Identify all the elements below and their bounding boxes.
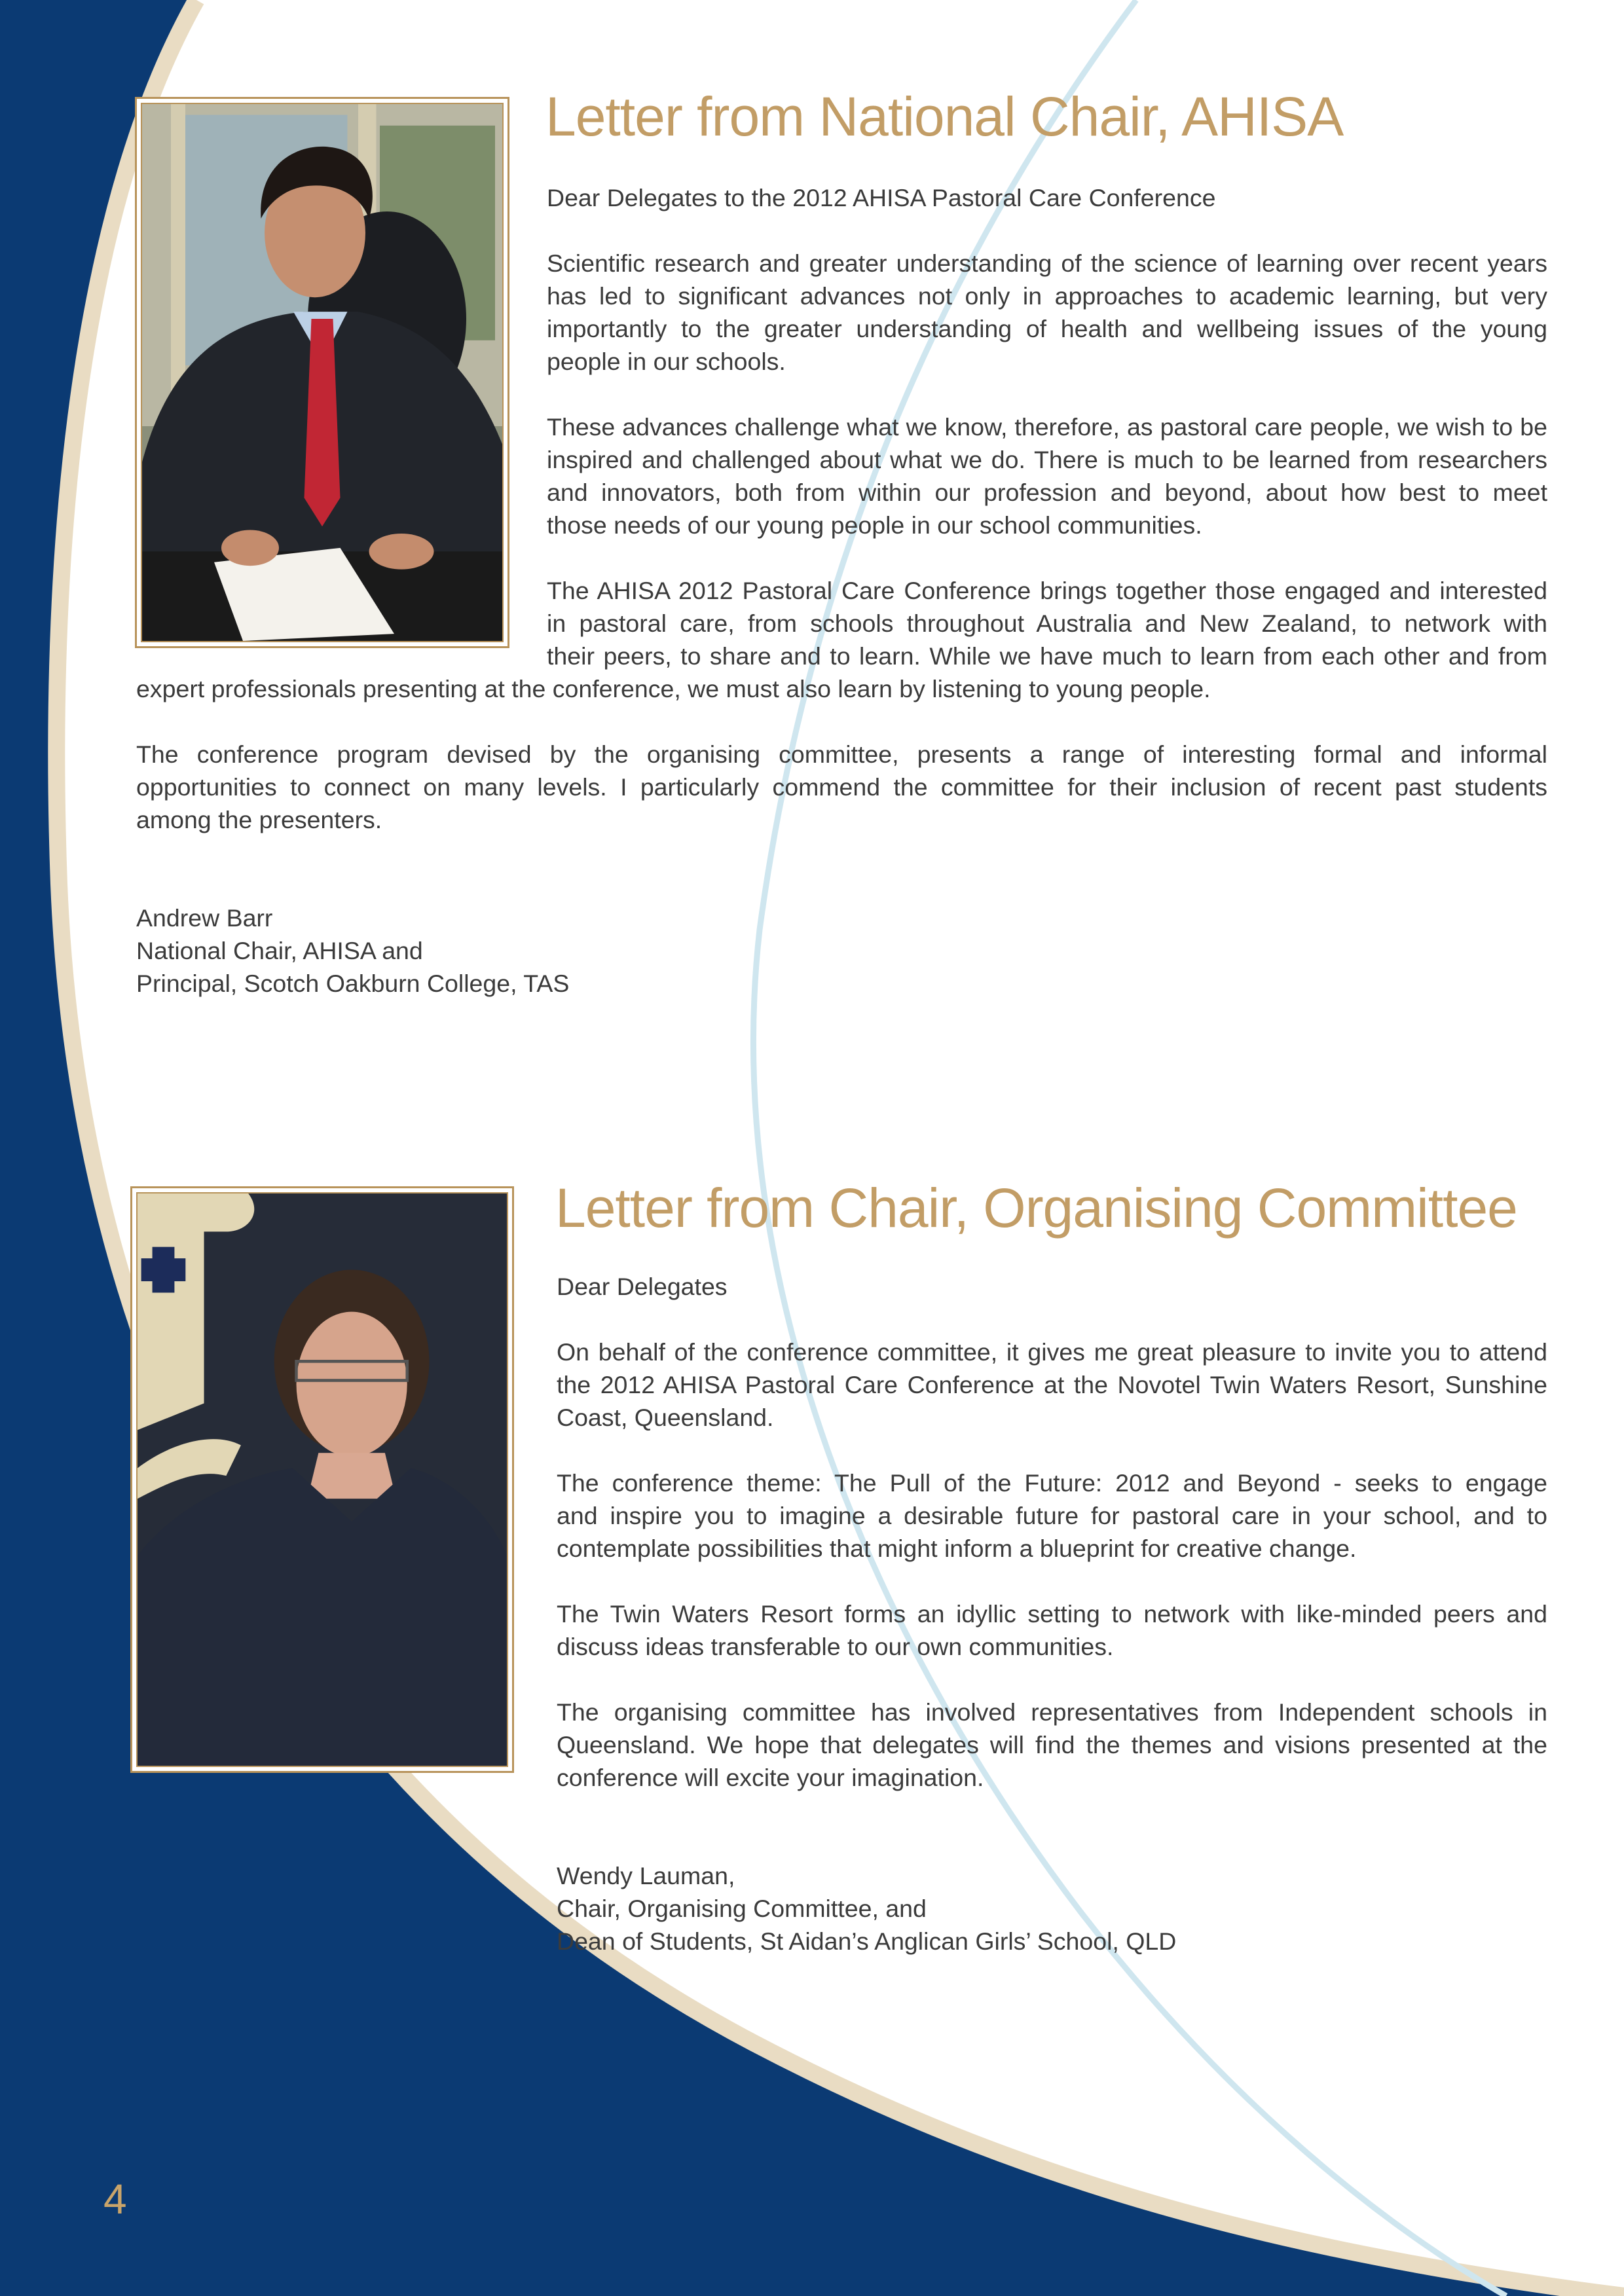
- letter2-para2-line: contemplate possibilities that might inform a blueprint for creative change.: [557, 1535, 1357, 1562]
- portrait-national-chair: [142, 104, 502, 641]
- letter1-para1-line: importantly to the greater understanding of health and wellbeing issues of the young: [547, 315, 1547, 342]
- letter1-para2-line: and innovators, both from within our profession and beyond, about how best to meet: [547, 479, 1547, 506]
- letter1-signature-school: Principal, Scotch Oakburn College, TAS: [136, 970, 570, 997]
- letter1-para2-line: These advances challenge what we know, therefore, as pastoral care people, we wish to be: [547, 413, 1547, 441]
- letter2-signature-school: Dean of Students, St Aidan’s Anglican Girls’ School, QLD: [557, 1927, 1177, 1955]
- photo-frame-national-chair: [135, 97, 509, 648]
- letter2-para2-line: The conference theme: The Pull of the Future: 2012 and Beyond - seeks to engage: [557, 1469, 1547, 1497]
- letter1-para4-line: among the presenters.: [136, 806, 382, 833]
- letter1-para1-line: people in our schools.: [547, 348, 786, 375]
- letter2-para1-line: On behalf of the conference committee, it gives me great pleasure to invite you to attend: [557, 1338, 1547, 1366]
- letter1-salutation: Dear Delegates to the 2012 AHISA Pastoral Care Conference: [547, 184, 1216, 211]
- letter1-para4-line: opportunities to connect on many levels. I particularly commend the committee for their inclusion of recent past students: [136, 773, 1547, 801]
- letter1-body: [547, 181, 1547, 672]
- letter2-para4-line: conference will excite your imagination.: [557, 1764, 984, 1791]
- letter1-signature-role: National Chair, AHISA and: [136, 937, 423, 964]
- letter2-para3-line: The Twin Waters Resort forms an idyllic setting to network with like-minded peers and: [557, 1600, 1547, 1628]
- letter2-signature-name: Wendy Lauman,: [557, 1862, 735, 1889]
- letter1-para4-line: The conference program devised by the organising committee, presents a range of interesting formal and informal: [136, 740, 1547, 768]
- letter2-para4-line: The organising committee has involved representatives from Independent schools in: [557, 1698, 1547, 1726]
- letter2-para2-line: and inspire you to imagine a desirable future for pastoral care in your school, and to: [557, 1502, 1547, 1529]
- portrait-organising-chair: [138, 1194, 507, 1766]
- letter1-para2-line: inspired and challenged about what we do. There is much to be learned from researchers: [547, 446, 1547, 473]
- letter2-para4-line: Queensland. We hope that delegates will find the themes and visions presented at the: [557, 1731, 1547, 1758]
- letter1-para1-line: Scientific research and greater understanding of the science of learning over recent years: [547, 249, 1547, 277]
- letter1-signature-name: Andrew Barr: [136, 904, 273, 932]
- letter1-para3-line: in pastoral care, from schools throughout Australia and New Zealand, to network with: [547, 610, 1547, 637]
- letter2-para1-line: the 2012 AHISA Pastoral Care Conference at the Novotel Twin Waters Resort, Sunshine: [557, 1371, 1547, 1398]
- letter2-para1-line: Coast, Queensland.: [557, 1404, 774, 1431]
- photo-frame-organising-chair: [130, 1186, 514, 1773]
- page-number: 4: [103, 2176, 127, 2223]
- letter1-para3-line: their peers, to share and to learn. While we have much to learn from each other and from: [547, 642, 1547, 670]
- letter1-body-wide: [136, 672, 1547, 836]
- letter2-signature: [557, 1859, 1408, 1958]
- letter1-para2-line: those needs of our young people in our school communities.: [547, 511, 1202, 539]
- letter1-para1-line: has led to significant advances not only in approaches to academic learning, but very: [547, 282, 1547, 310]
- letter1-signature: [136, 902, 791, 1000]
- letter2-salutation: Dear Delegates: [557, 1273, 728, 1300]
- letter1-para3-line: The AHISA 2012 Pastoral Care Conference brings together those engaged and interested: [547, 577, 1547, 604]
- letter1-para3-wide-line: expert professionals presenting at the conference, we must also learn by listening to young people.: [136, 675, 1211, 702]
- letter1-title: Letter from National Chair, AHISA: [545, 86, 1344, 147]
- letter2-signature-role: Chair, Organising Committee, and: [557, 1895, 927, 1922]
- letter2-body: [557, 1270, 1547, 1794]
- letter2-title: Letter from Chair, Organising Committee: [555, 1177, 1517, 1239]
- letter2-para3-line: discuss ideas transferable to our own communities.: [557, 1633, 1114, 1660]
